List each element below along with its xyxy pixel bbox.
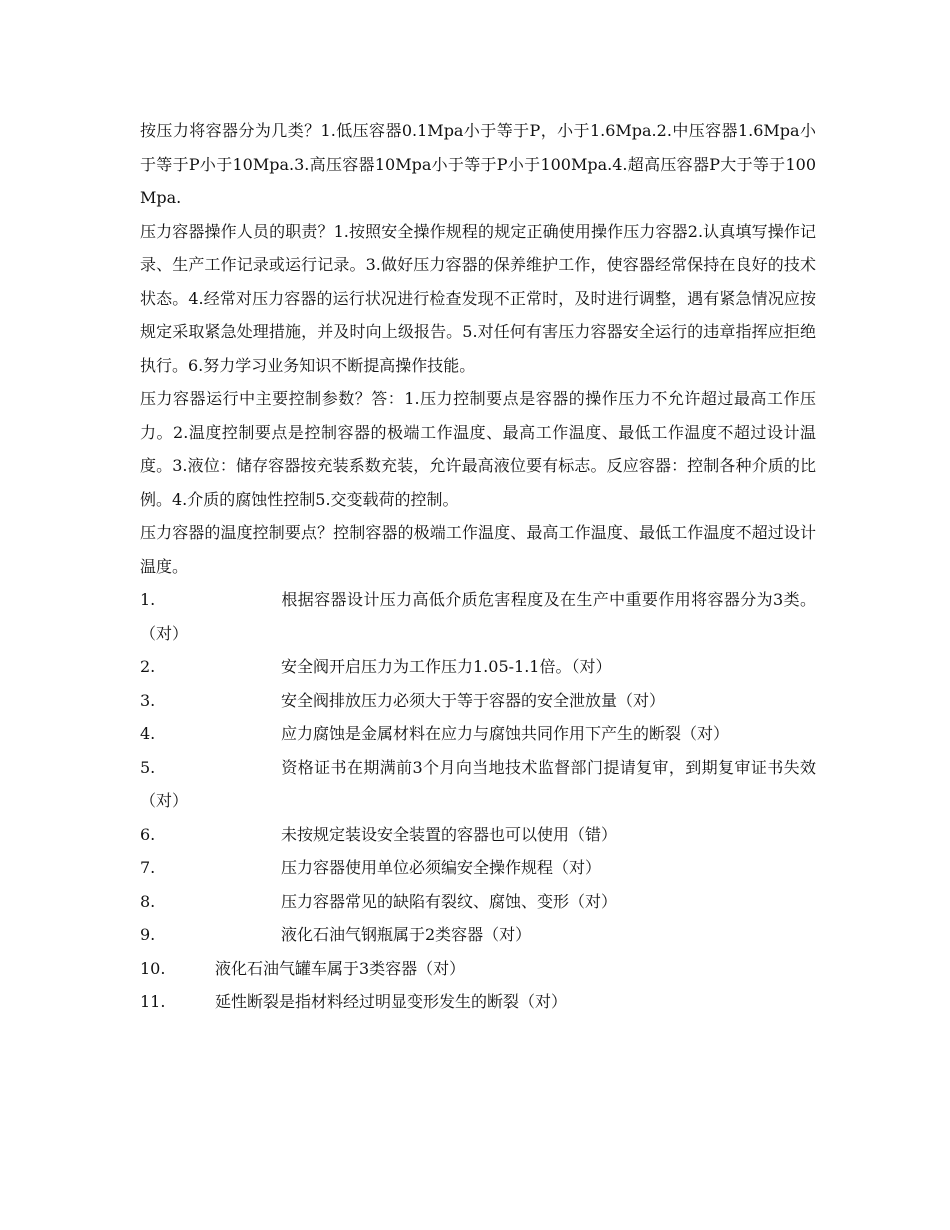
item-number: 9. [140,925,156,944]
list-item [140,851,816,885]
list-item [140,885,816,919]
paragraph-control-parameters: 压力容器运行中主要控制参数？答：1.压力控制要点是容器的操作压力不允许超过最高工作压力。2.温度控制要点是控制容器的极端工作温度、最高工作温度、最低工作温度不超过设计温度。3.液位：储存容器按充装系数充装，允许最高液位要有标志。反应容器：控制各种介质的比例。4.介质的腐蚀性控制5.交变载荷的控制。 [140,389,816,509]
item-text: 应力腐蚀是金属材料在应力与腐蚀共同作用下产生的断裂（对） [281,724,730,743]
item-number: 1. [140,590,156,609]
item-text: 压力容器使用单位必须编安全操作规程（对） [281,858,602,877]
item-text: 未按规定装设安全装置的容器也可以使用（错） [281,824,618,844]
list-item [140,985,816,1019]
item-number: 7. [140,858,156,877]
item-text: 液化石油气罐车属于3类容器（对） [215,958,466,978]
list-item [140,583,816,650]
paragraph-operator-duties: 压力容器操作人员的职责？1.按照安全操作规程的规定正确使用操作压力容器2.认真填写操作记录、生产工作记录或运行记录。3.做好压力容器的保养维护工作，使容器经常保持在良好的技术状态。4.经常对压力容器的运行状况进行检查发现不正常时，及时进行调整，遇有紧急情况应按规定采取紧急处理措施，并及时向上级报告。5.对任何有害压力容器安全运行的违章指挥应拒绝执行。6.努力学习业务知识不断提高操作技能。 [140,221,816,375]
list-item [140,751,816,818]
document-page [140,114,816,1019]
item-text: 延性断裂是指材料经过明显变形发生的断裂（对） [215,992,568,1011]
item-number: 3. [140,690,156,710]
paragraph-container-classification: 按压力将容器分为几类？1.低压容器0.1Mpa小于等于P，小于1.6Mpa.2.中压容器1.6Mpa小于等于P小于10Mpa.3.高压容器10Mpa小于等于P小于100Mpa.4.超高压容器P大于等于100Mpa. [140,121,816,207]
item-number: 2. [140,657,156,676]
item-text: 根据容器设计压力高低介质危害程度及在生产中重要作用将容器分为3类。（对） [140,590,816,643]
item-number: 4. [140,724,156,743]
item-text: 安全阀开启压力为工作压力1.05-1.1倍。（对） [281,657,612,676]
item-text: 资格证书在期满前3个月向当地技术监督部门提请复审，到期复审证书失效（对） [140,757,816,810]
item-number: 5. [140,757,156,777]
item-number: 8. [140,891,156,911]
item-text: 压力容器常见的缺陷有裂纹、腐蚀、变形（对） [281,891,618,911]
item-number: 11. [140,992,166,1011]
list-item [140,818,816,852]
item-number: 6. [140,824,156,844]
list-item [140,684,816,718]
list-item [140,717,816,751]
true-false-list [140,583,816,1019]
paragraph-temperature-control: 压力容器的温度控制要点？控制容器的极端工作温度、最高工作温度、最低工作温度不超过设计温度。 [140,523,816,576]
item-text: 液化石油气钢瓶属于2类容器（对） [281,925,532,944]
list-item [140,952,816,986]
item-text: 安全阀排放压力必须大于等于容器的安全泄放量（对） [281,690,666,710]
item-number: 10. [140,958,166,978]
list-item [140,918,816,952]
list-item [140,650,816,684]
